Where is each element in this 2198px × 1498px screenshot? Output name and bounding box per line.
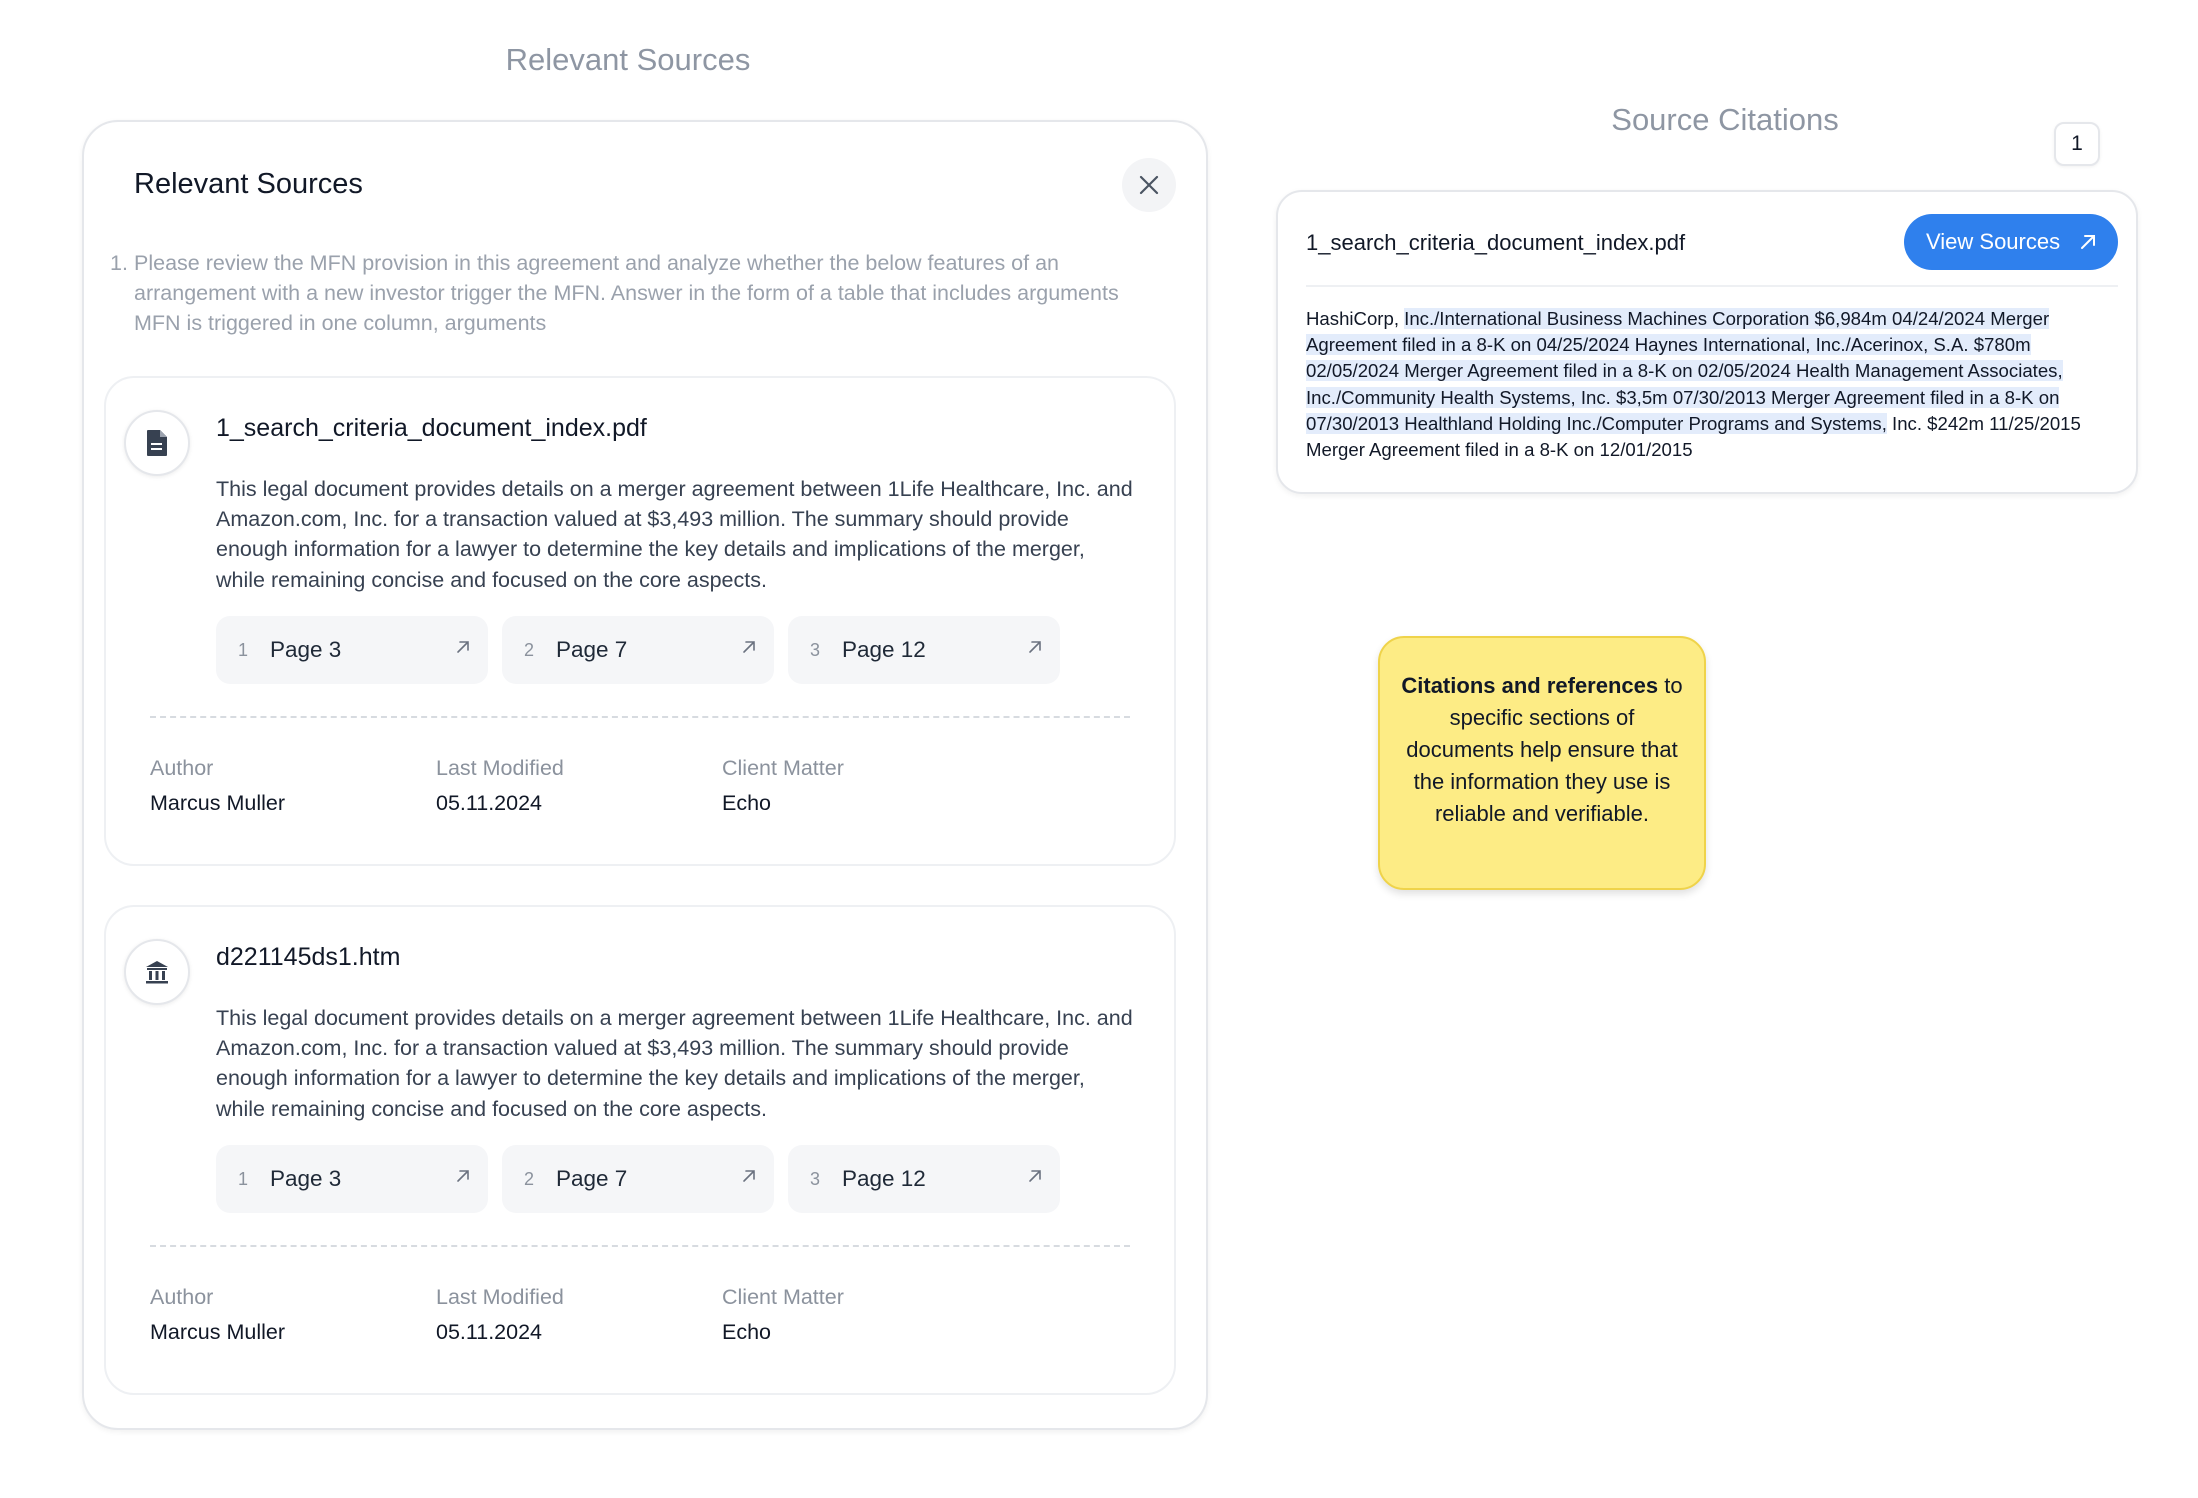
page-link-number: 3 [810, 639, 821, 660]
meta-value: Marcus Muller [150, 1320, 285, 1344]
page-link-button[interactable] [502, 616, 774, 684]
source-summary: This legal document provides details on a merger agreement between 1Life Healthcare, Inc. and Amazon.com, Inc. for a transaction valued at $3,493 million. The summary should provide enough information for a lawyer to determine the key details and implications of the merger, while remaining concise and focused on the core aspects. [216, 477, 1133, 592]
page-link-label: Page 3 [270, 1166, 342, 1191]
citation-text-before: HashiCorp, [1306, 308, 1405, 329]
query-text: Please review the MFN provision in this agreement and analyze whether the below features of an arrangement with a new investor trigger the MFN. Answer in the form of a table that includes arguments MFN is triggered in one column, arguments [134, 251, 1119, 335]
arrow-up-right-icon [740, 1167, 758, 1185]
page-link-label: Page 12 [842, 1166, 926, 1191]
meta-value: 05.11.2024 [436, 791, 543, 815]
citation-file-name: 1_search_criteria_document_index.pdf [1306, 230, 1686, 255]
meta-label: Last Modified [436, 756, 564, 780]
page-link-number: 3 [810, 1168, 821, 1189]
note-bold-text: Citations and references [1401, 673, 1659, 698]
arrow-up-right-icon [454, 638, 472, 656]
page-link-label: Page 7 [556, 637, 628, 662]
meta-author [150, 756, 285, 816]
view-sources-label: View Sources [1926, 229, 2061, 254]
arrow-up-right-icon [1026, 638, 1044, 656]
sticky-note [1378, 636, 1706, 890]
meta-label: Client Matter [722, 756, 844, 780]
page-link-label: Page 3 [270, 637, 342, 662]
source-card [104, 905, 1176, 1395]
page-link-button[interactable] [788, 616, 1060, 684]
page-link-number: 2 [524, 1168, 535, 1189]
query-item [110, 248, 1150, 338]
page-link-button[interactable] [216, 616, 488, 684]
source-card [104, 376, 1176, 866]
meta-author [150, 1285, 285, 1345]
meta-value: Echo [722, 1320, 772, 1344]
page-links [216, 1145, 1060, 1213]
meta-label: Client Matter [722, 1285, 844, 1309]
citation-count-badge[interactable]: 1 [2054, 122, 2100, 166]
bank-icon [124, 939, 190, 1005]
page-link-label: Page 12 [842, 637, 926, 662]
panel-title: Relevant Sources [134, 168, 363, 200]
page-link-number: 1 [238, 639, 249, 660]
arrow-up-right-icon [1026, 1167, 1044, 1185]
source-file-name[interactable]: 1_search_criteria_document_index.pdf [216, 414, 647, 442]
citation-card [1276, 190, 2138, 494]
view-sources-button[interactable] [1904, 214, 2118, 270]
page-link-button[interactable] [502, 1145, 774, 1213]
arrow-up-right-icon [454, 1167, 472, 1185]
arrow-up-right-icon [2078, 232, 2098, 252]
page-link-button[interactable] [788, 1145, 1060, 1213]
meta-value: 05.11.2024 [436, 1320, 543, 1344]
relevant-sources-panel [82, 120, 1208, 1430]
source-file-name[interactable]: d221145ds1.htm [216, 943, 401, 971]
document-icon [124, 410, 190, 476]
meta-client-matter [722, 1285, 844, 1345]
page-link-label: Page 7 [556, 1166, 628, 1191]
meta-value: Echo [722, 791, 772, 815]
page-link-number: 2 [524, 639, 535, 660]
caption-relevant-sources: Relevant Sources [505, 42, 751, 77]
query-number: 1. [110, 251, 128, 275]
page-link-button[interactable] [216, 1145, 488, 1213]
close-icon [1138, 174, 1160, 196]
page-links [216, 616, 1060, 684]
citation-excerpt [1306, 306, 2126, 463]
meta-last-modified [436, 1285, 564, 1345]
close-button[interactable] [1122, 158, 1176, 212]
meta-label: Author [150, 1285, 214, 1309]
citation-text-after: Inc. $242m 11/25/2015 Merger Agreement filed in a 8-K on 12/01/2015 [1306, 412, 2081, 461]
meta-last-modified [436, 756, 564, 816]
note-text: to specific sections of documents help ensure that the information they use is reliable and verifiable. [1406, 673, 1683, 826]
card-divider [150, 716, 1130, 718]
card-divider [150, 1245, 1130, 1247]
source-summary: This legal document provides details on a merger agreement between 1Life Healthcare, Inc. and Amazon.com, Inc. for a transaction valued at $3,493 million. The summary should provide enough information for a lawyer to determine the key details and implications of the merger, while remaining concise and focused on the core aspects. [216, 1006, 1133, 1121]
meta-label: Author [150, 756, 214, 780]
citation-divider [1306, 285, 2118, 287]
meta-label: Last Modified [436, 1285, 564, 1309]
meta-client-matter [722, 756, 844, 816]
caption-source-citations: Source Citations [1611, 102, 1839, 137]
citation-highlight: Inc./International Business Machines Corporation $6,984m 04/24/2024 Merger Agreement filed in a 8-K on 04/25/2024 Haynes International, Inc./Acerinox, S.A. $780m 02/05/2024 Merger Agreement filed in a 8-K on 02/05/2024 Health Management Associates, Inc./Community Health Systems, Inc. $3,5m 07/30/2013 Merger Agreement filed in a 8-K on 07/30/2013 Healthland Holding Inc./Computer Programs and Systems, [1306, 308, 2063, 434]
meta-value: Marcus Muller [150, 791, 285, 815]
page-link-number: 1 [238, 1168, 249, 1189]
arrow-up-right-icon [740, 638, 758, 656]
